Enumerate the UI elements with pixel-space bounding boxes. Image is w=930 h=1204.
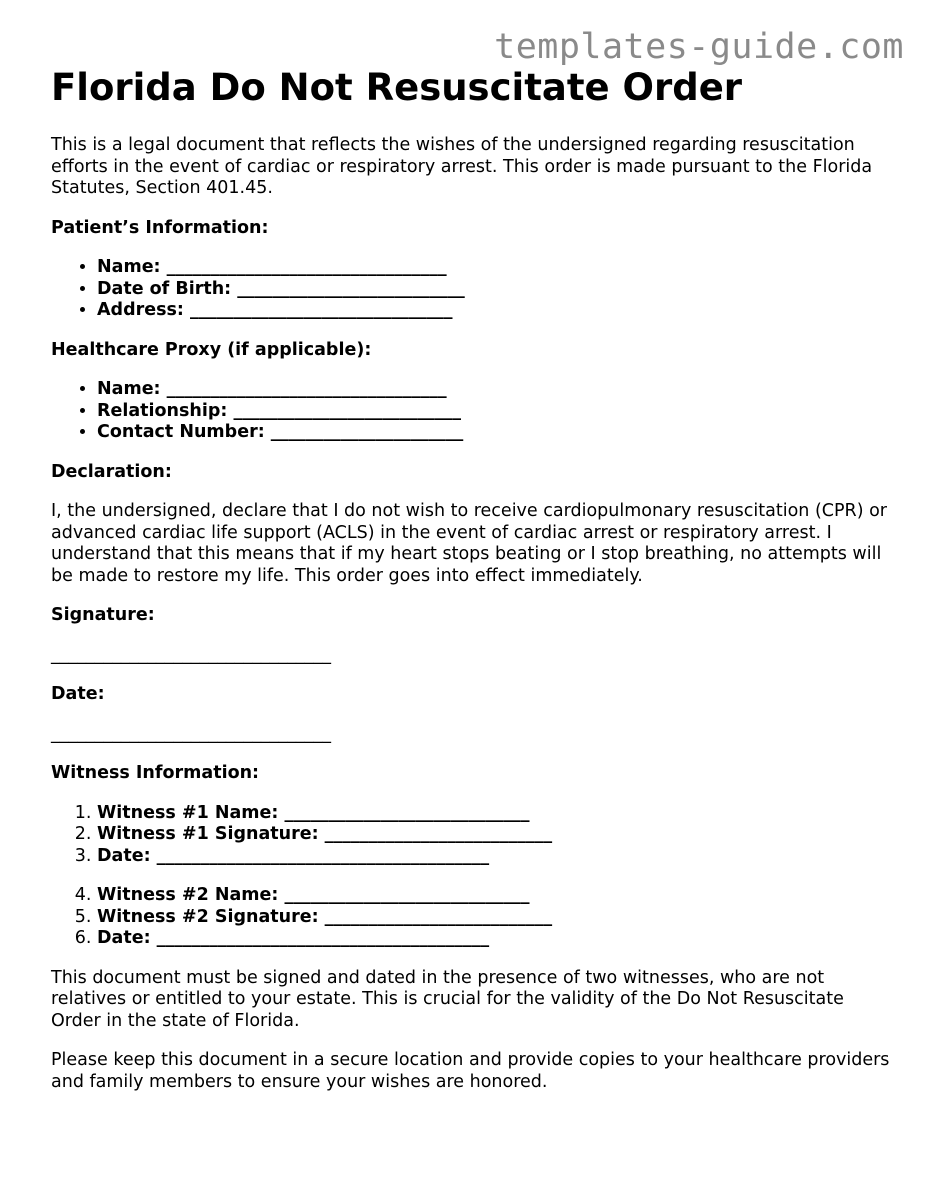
- proxy-contact-label: Contact Number:: [97, 422, 271, 442]
- witness1-name-field: [97, 803, 891, 825]
- proxy-name-label: Name:: [97, 379, 167, 399]
- date-line: ________________________________: [51, 723, 331, 744]
- witness2-date-field: [97, 928, 891, 950]
- witness2-date-line: ______________________________________: [156, 928, 490, 948]
- witness2-name-label: Witness #2 Name:: [97, 885, 285, 905]
- witness-list-1: [51, 803, 891, 868]
- proxy-heading: Healthcare Proxy (if applicable):: [51, 339, 372, 360]
- patient-address-field: [97, 300, 891, 322]
- witness1-signature-label: Witness #1 Signature:: [97, 824, 325, 844]
- patient-address-line: ______________________________: [190, 300, 453, 320]
- proxy-relationship-field: [97, 401, 891, 423]
- patient-name-label: Name:: [97, 257, 167, 277]
- document-title: Florida Do Not Resuscitate Order: [51, 66, 743, 109]
- watermark-text: templates-guide.com: [494, 27, 904, 67]
- signature-line: ________________________________: [51, 644, 331, 665]
- date-heading: Date:: [51, 684, 105, 704]
- patient-name-field: [97, 257, 891, 279]
- storage-note: Please keep this document in a secure location and provide copies to your healthcare providers and family members to ensure your wishes are honored.: [51, 1050, 890, 1092]
- proxy-list: [51, 379, 891, 444]
- proxy-relationship-label: Relationship:: [97, 400, 234, 421]
- witness1-signature-line: __________________________: [324, 824, 553, 844]
- witness-heading: Witness Information:: [51, 763, 260, 783]
- declaration-heading: Declaration:: [51, 461, 172, 482]
- witness2-signature-line: __________________________: [324, 906, 553, 927]
- witness-list-2: [51, 885, 891, 950]
- patient-dob-label: Date of Birth:: [97, 278, 238, 299]
- proxy-relationship-line: __________________________: [233, 400, 461, 421]
- witness2-signature-field: [97, 907, 891, 929]
- witness1-name-label: Witness #1 Name:: [97, 802, 285, 823]
- patient-dob-field: [97, 279, 891, 301]
- proxy-name-line: ________________________________: [166, 379, 447, 399]
- witness1-date-field: [97, 846, 891, 868]
- patient-dob-line: __________________________: [237, 278, 465, 299]
- patient-info-list: [51, 257, 891, 322]
- witness2-name-line: ____________________________: [284, 885, 530, 905]
- intro-paragraph: This is a legal document that reflects the wishes of the undersigned regarding resuscitation efforts in the event of cardiac or respiratory arrest. This order is made pursuant to the Florida Statutes, Section 401.45.: [51, 135, 873, 198]
- patient-info-heading: Patient’s Information:: [51, 217, 269, 238]
- signature-heading: Signature:: [51, 605, 155, 625]
- witness1-date-line: ______________________________________: [156, 845, 490, 866]
- witness2-name-field: [97, 885, 891, 907]
- witness1-date-label: Date:: [97, 845, 157, 866]
- witness1-signature-field: [97, 824, 891, 846]
- witness2-date-label: Date:: [97, 928, 157, 948]
- witness-requirement-note: This document must be signed and dated in the presence of two witnesses, who are not relatives or entitled to your estate. This is crucial for the validity of the Do Not Resuscitate Order in the state of Florida.: [51, 967, 844, 1031]
- proxy-name-field: [97, 379, 891, 401]
- proxy-contact-field: [97, 422, 891, 444]
- patient-name-line: ________________________________: [166, 257, 447, 277]
- declaration-text: I, the undersigned, declare that I do not wish to receive cardiopulmonary resuscitation (CPR) or advanced cardiac life support (ACLS) in the event of cardiac arrest or respiratory arrest. I understand that this means that if my heart stops beating or I stop breathing, no attempts will be made to restore my life. This order goes into effect immediately.: [51, 501, 888, 586]
- proxy-contact-line: ______________________: [270, 422, 464, 442]
- witness2-signature-label: Witness #2 Signature:: [97, 906, 325, 927]
- document-page: [51, 66, 891, 1111]
- witness1-name-line: ____________________________: [284, 802, 530, 823]
- patient-address-label: Address:: [97, 300, 191, 320]
